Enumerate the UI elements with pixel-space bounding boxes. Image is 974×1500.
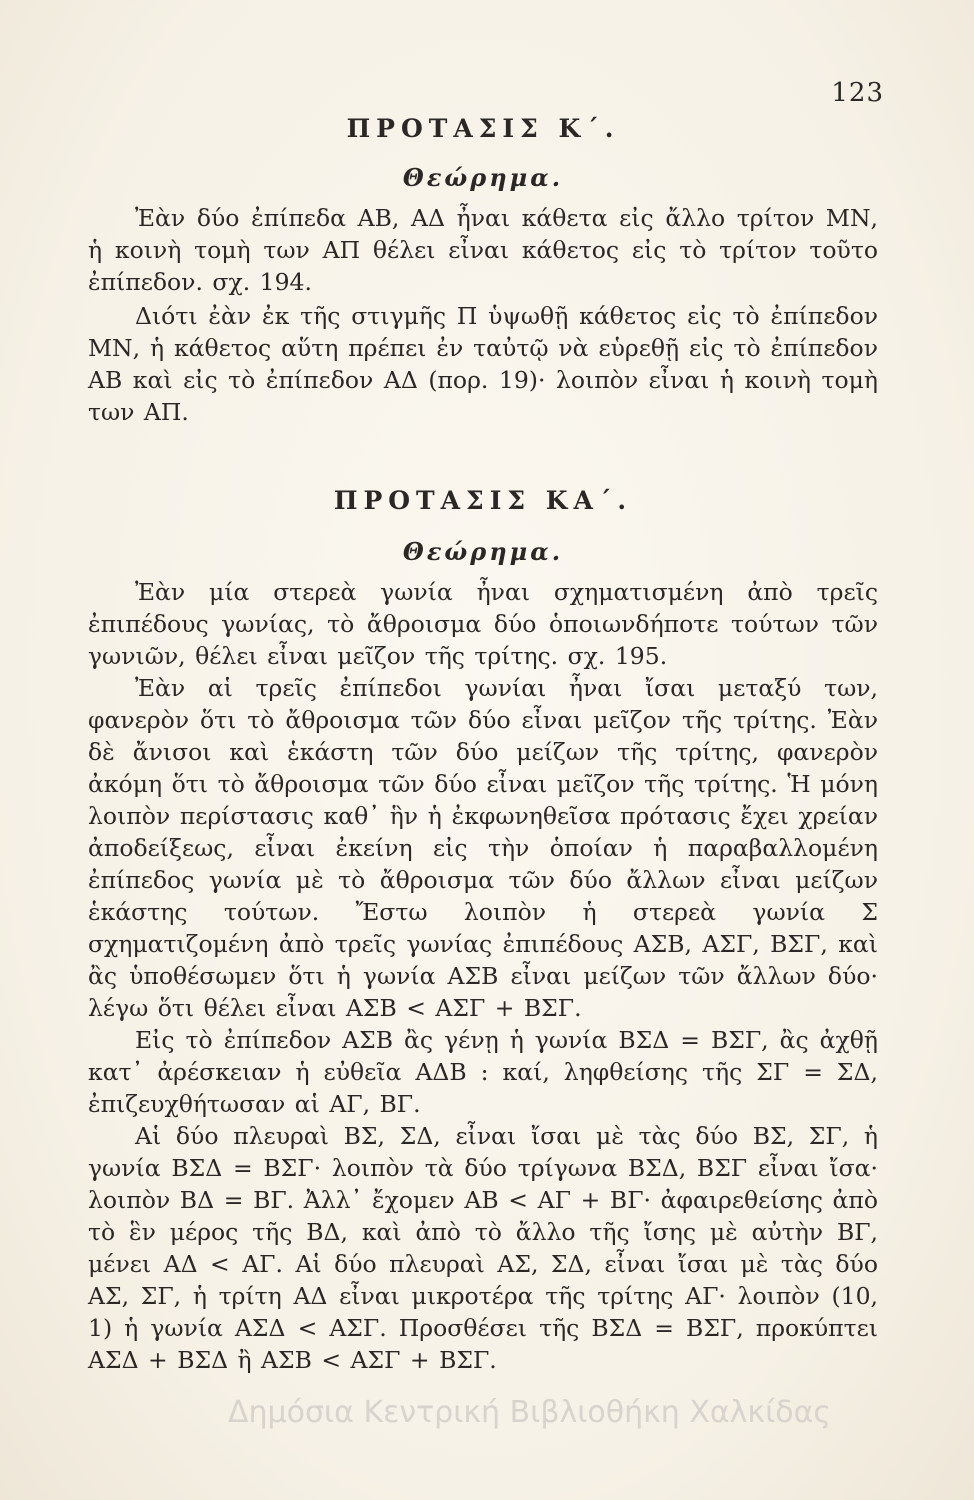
proposition-21-statement: Ἐὰν μία στερεὰ γωνία ἦναι σχηματισμένη ἀπὸ τρεῖς ἐπιπέδους γωνίας, τὸ ἄθροισμα δύο ὁποιωνδήποτε τούτων τῶν γωνιῶν, θέλει εἶναι μεῖζον τῆς τρίτης. σχ. 195. — [88, 578, 878, 670]
proposition-21-heading: ΠΡΟΤΑΣΙΣ ΚΑ΄. — [333, 486, 633, 515]
library-watermark: Δημόσια Κεντρική Βιβλιοθήκη Χαλκίδας — [228, 1395, 831, 1430]
proposition-21-proof-part-1: Ἐὰν αἱ τρεῖς ἐπίπεδοι γωνίαι ἦναι ἴσαι μεταξύ των, φανερὸν ὅτι τὸ ἄθροισμα τῶν δύο εἶναι μεῖζον τῆς τρίτης. Ἐὰν δὲ ἄνισοι καὶ ἑκάστη τῶν δύο μείζων τῆς τρίτης, φανερὸν ἀκόμη ὅτι τὸ ἄθροισμα τῶν δύο εἶναι μεῖζον τῆς τρίτης. Ἡ μόνη λοιπὸν περίστασις καθ᾽ ἣν ἡ ἐκφωνηθεῖσα πρότασις ἔχει χρείαν ἀποδείξεως, εἶναι ἐκείνη εἰς τὴν ὁποίαν ἡ παραβαλλομένη ἐπίπεδος γωνία μὲ τὸ ἄθροισμα τῶν δύο ἄλλων εἶναι μείζων ἑκάστης τούτων. Ἔστω λοιπὸν ἡ στερεὰ γωνία Σ σχηματιζομένη ἀπὸ τρεῖς γωνίας ἐπιπέδους ΑΣΒ, ΑΣΓ, ΒΣΓ, καὶ ἂς ὑποθέσωμεν ὅτι ἡ γωνία ΑΣΒ εἶναι μείζων τῶν ἄλλων δύο· λέγω ὅτι θέλει εἶναι ΑΣΒ < ΑΣΓ + ΒΣΓ. — [88, 674, 878, 1022]
proposition-20-proof: Διότι ἐὰν ἐκ τῆς στιγμῆς Π ὑψωθῇ κάθετος εἰς τὸ ἐπίπεδον ΜΝ, ἡ κάθετος αὕτη πρέπει ἐν ταὐτῷ νὰ εὑρεθῇ εἰς τὸ ἐπίπεδον ΑΒ καὶ εἰς τὸ ἐπίπεδον ΑΔ (πορ. 19)· λοιπὸν εἶναι ἡ κοινὴ τομὴ των ΑΠ. — [88, 302, 878, 426]
page-body — [88, 108, 878, 1376]
proposition-20-heading: ΠΡΟΤΑΣΙΣ Κ΄. — [346, 114, 620, 143]
proposition-21-subheading: Θεώρημα. — [402, 537, 564, 566]
page-number: 123 — [831, 78, 884, 108]
proposition-20-statement: Ἐὰν δύο ἐπίπεδα ΑΒ, ΑΔ ἦναι κάθετα εἰς ἄλλο τρίτον ΜΝ, ἡ κοινὴ τομὴ των ΑΠ θέλει εἶναι κάθετος εἰς τὸ τρίτον τοῦτο ἐπίπεδον. σχ. 194. — [88, 204, 878, 296]
proposition-21-proof-part-2: Εἰς τὸ ἐπίπεδον ΑΣΒ ἂς γένῃ ἡ γωνία ΒΣΔ = ΒΣΓ, ἂς ἀχθῇ κατ᾽ ἀρέσκειαν ἡ εὐθεῖα ΑΔΒ : καί, ληφθείσης τῆς ΣΓ = ΣΔ, ἐπιζευχθήτωσαν αἱ ΑΓ, ΒΓ. — [88, 1026, 878, 1118]
proposition-20-subheading: Θεώρημα. — [402, 163, 564, 192]
proposition-21-proof-part-3: Αἱ δύο πλευραὶ ΒΣ, ΣΔ, εἶναι ἴσαι μὲ τὰς δύο ΒΣ, ΣΓ, ἡ γωνία ΒΣΔ = ΒΣΓ· λοιπὸν τὰ δύο τρίγωνα ΒΣΔ, ΒΣΓ εἶναι ἴσα· λοιπὸν ΒΔ = ΒΓ. Ἀλλ᾽ ἔχομεν ΑΒ < ΑΓ + ΒΓ· ἀφαιρεθείσης ἀπὸ τὸ ἓν μέρος τῆς ΒΔ, καὶ ἀπὸ τὸ ἄλλο τῆς ἴσης μὲ αὐτὴν ΒΓ, μένει ΑΔ < ΑΓ. Αἱ δύο πλευραὶ ΑΣ, ΣΔ, εἶναι ἴσαι μὲ τὰς δύο ΑΣ, ΣΓ, ἡ τρίτη ΑΔ εἶναι μικροτέρα τῆς τρίτης ΑΓ· λοιπὸν (10, 1) ἡ γωνία ΑΣΔ < ΑΣΓ. Προσθέσει τῆς ΒΣΔ = ΒΣΓ, προκύπτει ΑΣΔ + ΒΣΔ ἢ ΑΣΒ < ΑΣΓ + ΒΣΓ. — [88, 1122, 878, 1374]
